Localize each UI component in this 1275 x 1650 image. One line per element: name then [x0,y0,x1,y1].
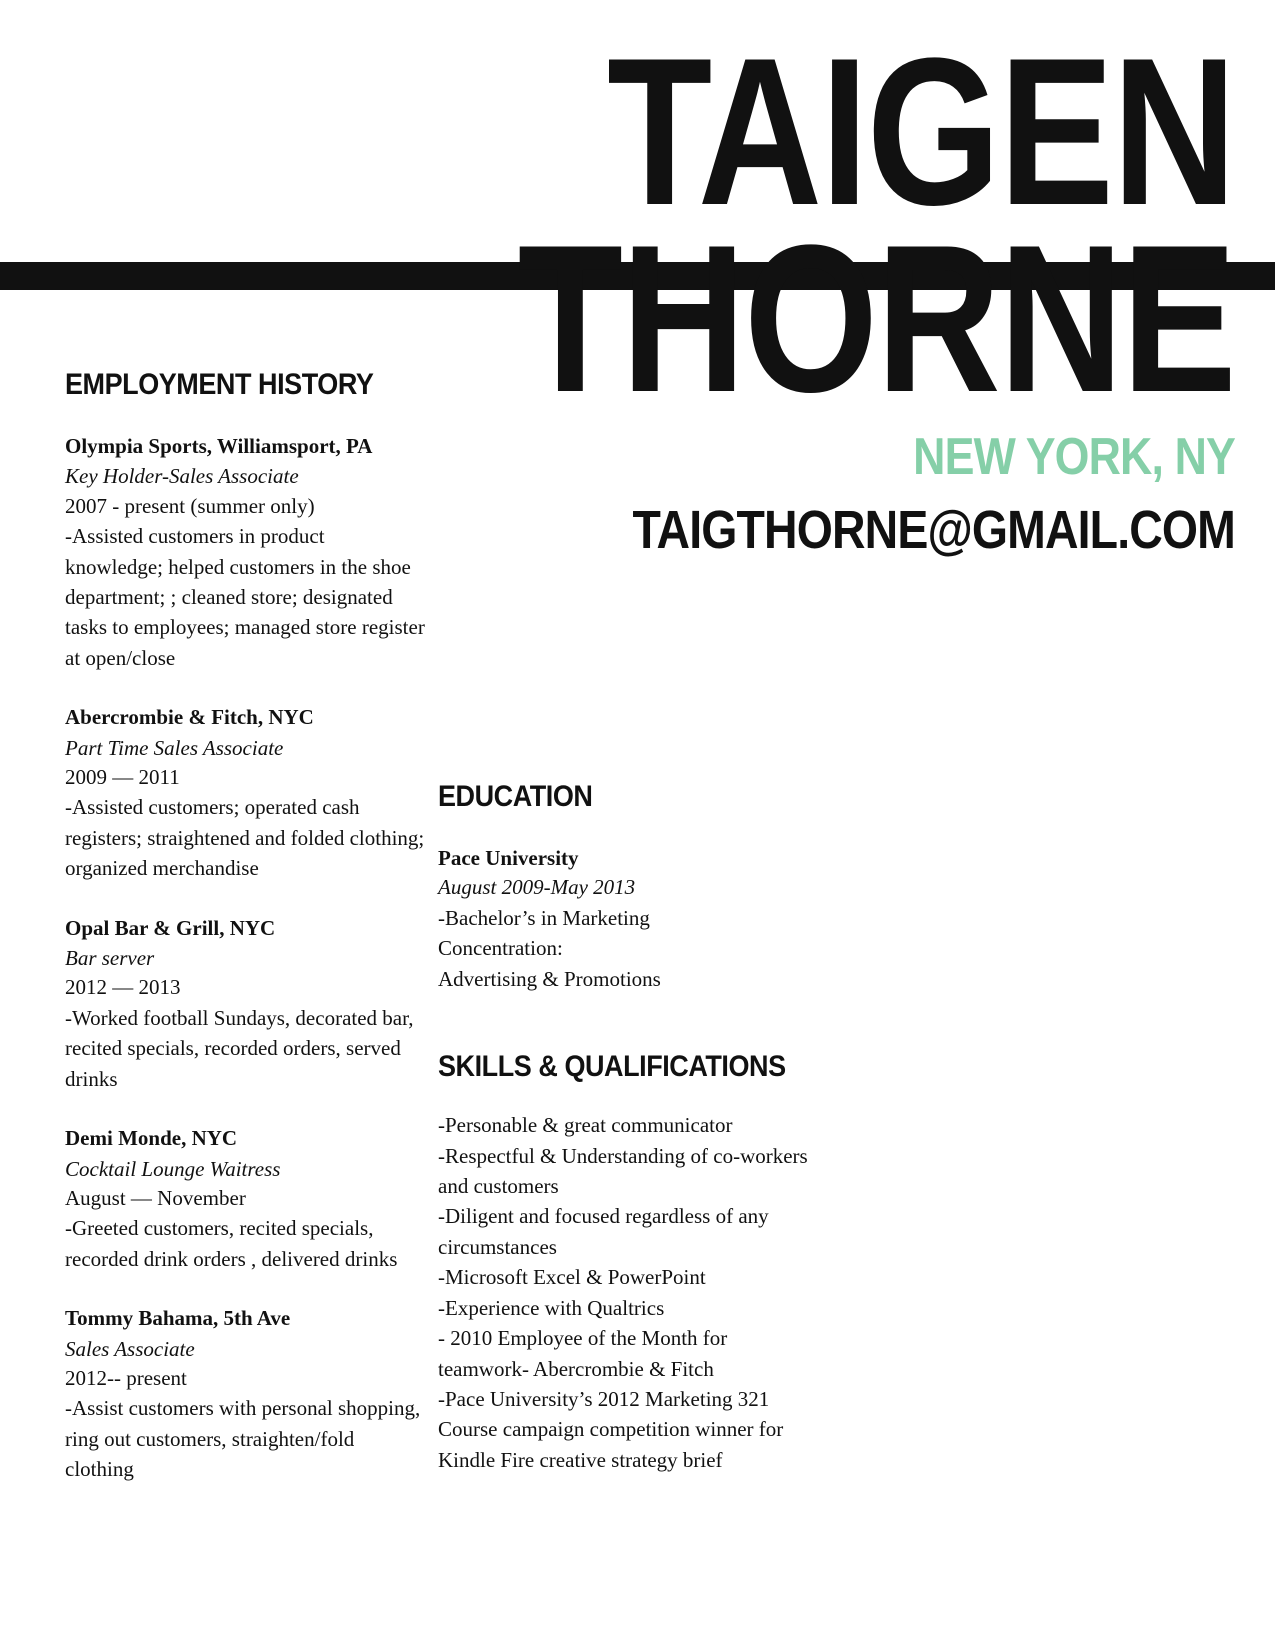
skills-list [438,1110,818,1475]
job-entry [65,914,425,1094]
job-description: -Assisted customers in product knowledge; helped customers in the shoe department; ; cleaned store; designated tasks to employees; managed store register at open/close [65,524,425,670]
employment-history-column [65,368,425,1515]
education-school: Pace University [438,846,579,870]
job-employer: Demi Monde, NYC [65,1126,238,1151]
job-entry [65,1124,425,1274]
job-description: -Assist customers with personal shopping, ring out customers, straighten/fold clothing [65,1396,421,1482]
name-block [335,14,1235,561]
list-item: -Pace University’s 2012 Marketing 321 Course campaign competition winner for Kindle Fire creative strategy brief [438,1387,784,1472]
last-name: THORNE [517,200,1235,436]
list-item: -Diligent and focused regardless of any circumstances [438,1204,769,1259]
job-title: Sales Associate [65,1336,195,1361]
job-employer: Tommy Bahama, 5th Ave [65,1306,291,1331]
list-item: -Respectful & Understanding of co-workers and customers [438,1143,808,1198]
education-concentration-label: Concentration: [438,936,563,961]
education-skills-column [438,780,818,1475]
list-item: -Microsoft Excel & PowerPoint [438,1265,706,1290]
job-dates: 2007 - present (summer only) [65,493,315,518]
job-title: Bar server [65,946,155,971]
education-degree: -Bachelor’s in Marketing [438,905,650,930]
email-address: TAIGTHORNE@GMAIL.COM [632,500,1235,561]
job-title: Part Time Sales Associate [65,735,284,760]
first-name: TAIGEN [607,14,1235,249]
job-employer: Abercrombie & Fitch, NYC [65,705,314,730]
job-dates: August — November [65,1185,246,1210]
job-entry [65,432,425,673]
skills-heading: SKILLS & QUALIFICATIONS [438,1050,786,1084]
list-item: - 2010 Employee of the Month for teamwork- Abercrombie & Fitch [438,1326,728,1381]
education-entry [438,844,818,994]
list-item: -Experience with Qualtrics [438,1295,665,1320]
employment-history-heading: EMPLOYMENT HISTORY [65,368,374,401]
education-concentration: Advertising & Promotions [438,966,661,991]
list-item: -Personable & great communicator [438,1113,733,1138]
job-title: Key Holder-Sales Associate [65,464,299,489]
job-employer: Olympia Sports, Williamsport, PA [65,434,373,458]
job-dates: 2009 — 2011 [65,765,180,789]
education-dates: August 2009-May 2013 [438,875,636,900]
job-description: -Greeted customers, recited specials, recorded drink orders , delivered drinks [65,1216,398,1271]
location: NEW YORK, NY [913,428,1235,487]
job-dates: 2012 — 2013 [65,975,181,1000]
job-description: -Assisted customers; operated cash registers; straightened and folded clothing; organized merchandise [65,795,425,881]
job-entry [65,1304,425,1484]
education-heading: EDUCATION [438,780,593,813]
job-dates: 2012-- present [65,1365,187,1390]
job-description: -Worked football Sundays, decorated bar, recited specials, recorded orders, served drinks [65,1005,414,1091]
job-employer: Opal Bar & Grill, NYC [65,915,276,940]
job-entry [65,703,425,883]
job-title: Cocktail Lounge Waitress [65,1156,281,1181]
